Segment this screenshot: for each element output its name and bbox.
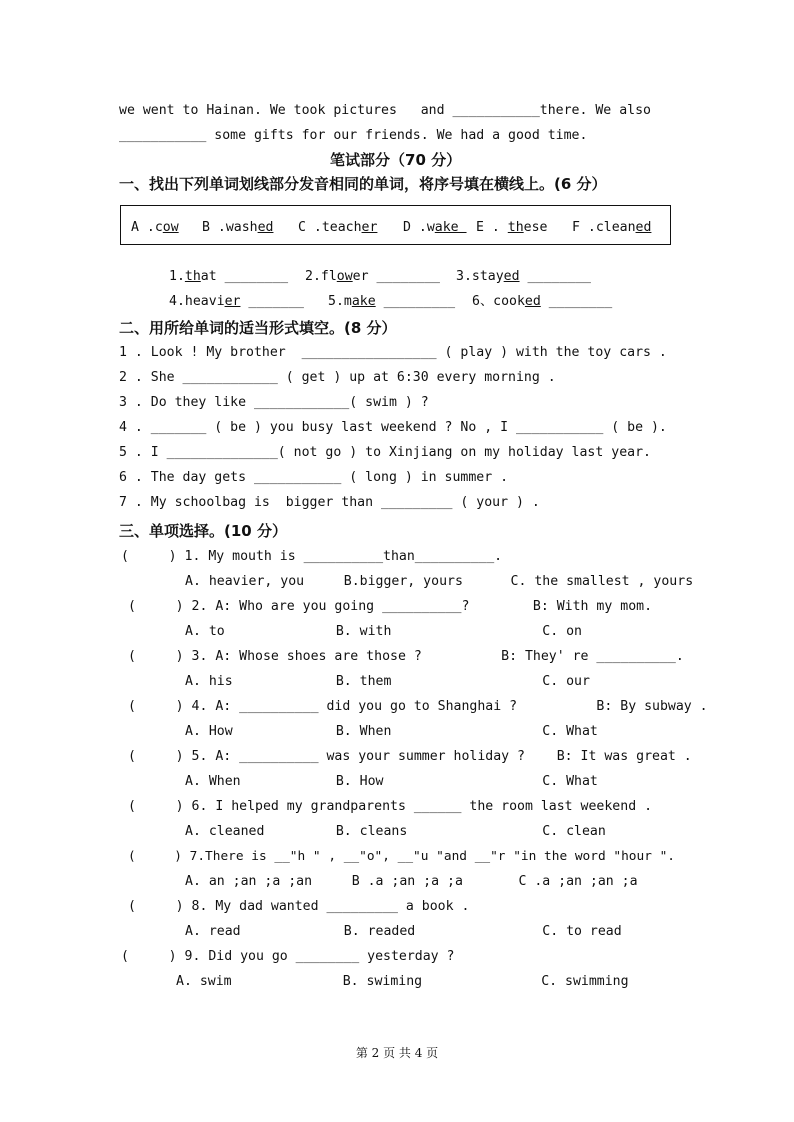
fill-blank-4: 4 . _______ ( be ) you busy last weekend ? No , I ___________ ( be ). (119, 420, 667, 435)
mc-question-2: ( ) 2. A: Who are you going __________? B: With my mom. (128, 599, 653, 614)
mc-options-9: A. swim B. swiming C. swimming (176, 974, 629, 989)
section1-title: 一、找出下列单词划线部分发音相同的单词，将序号填在横线上。(6 分） (119, 175, 607, 193)
fill-blank-7: 7 . My schoolbag is bigger than _________ ( your ) . (119, 495, 540, 510)
mc-question-4: ( ) 4. A: __________ did you go to Shanghai ? B: By subway . (128, 699, 708, 714)
mc-options-8: A. read B. readed C. to read (185, 924, 622, 939)
box-option-c: C .teacher (298, 220, 378, 235)
box-option-d: D .wake (403, 220, 467, 235)
mc-question-3: ( ) 3. A: Whose shoes are those ? B: They' re __________. (128, 649, 684, 664)
box-option-e: E . these (476, 220, 548, 235)
mc-options-7: A. an ;an ;a ;an B .a ;an ;a ;a C .a ;an ;an ;a (185, 874, 638, 889)
page-footer: 第 2 页 共 4 页 (355, 1046, 439, 1060)
mc-options-4: A. How B. When C. What (185, 724, 598, 739)
mc-question-7: ( ) 7.There is __"h " , __"o", __"u "and __"r "in the word "hour ". (128, 849, 676, 864)
phonics-item-4: 4.heavier _______ (169, 294, 304, 309)
box-option-f: F .cleaned (572, 220, 652, 235)
fill-blank-1: 1 . Look ! My brother _________________ ( play ) with the toy cars . (119, 345, 667, 360)
phonics-item-3: 3.stayed ________ (456, 269, 591, 284)
mc-options-6: A. cleaned B. cleans C. clean (185, 824, 606, 839)
mc-question-6: ( ) 6. I helped my grandparents ______ the room last weekend . (128, 799, 653, 814)
section2-title: 二、用所给单词的适当形式填空。(8 分） (119, 319, 397, 337)
phonics-item-1: 1.that ________ (169, 269, 289, 284)
intro-line-1: we went to Hainan. We took pictures and ___________there. We also (119, 103, 651, 118)
mc-options-5: A. When B. How C. What (185, 774, 598, 789)
mc-question-5: ( ) 5. A: __________ was your summer holiday ? B: It was great . (128, 749, 692, 764)
fill-blank-2: 2 . She ____________ ( get ) up at 6:30 every morning . (119, 370, 556, 385)
box-option-a: A .cow (131, 220, 179, 235)
mc-options-1: A. heavier, you B.bigger, yours C. the smallest , yours (185, 574, 694, 589)
mc-question-8: ( ) 8. My dad wanted _________ a book . (128, 899, 470, 914)
fill-blank-5: 5 . I ______________( not go ) to Xinjiang on my holiday last year. (119, 445, 651, 460)
fill-blank-6: 6 . The day gets ___________ ( long ) in summer . (119, 470, 509, 485)
phonics-item-6: 6、cooked ________ (472, 294, 613, 309)
phonics-item-2: 2.flower ________ (305, 269, 440, 284)
mc-question-9: ( ) 9. Did you go ________ yesterday ? (121, 949, 455, 964)
phonics-item-5: 5.make _________ (328, 294, 456, 309)
mc-question-1: ( ) 1. My mouth is __________than__________. (121, 549, 503, 564)
fill-blank-3: 3 . Do they like ____________( swim ) ? (119, 395, 429, 410)
section3-title: 三、单项选择。(10 分） (119, 522, 287, 540)
written-part-title: 笔试部分（70 分） (330, 151, 462, 169)
mc-options-2: A. to B. with C. on (185, 624, 582, 639)
mc-options-3: A. his B. them C. our (185, 674, 590, 689)
intro-line-2: ___________ some gifts for our friends. We had a good time. (119, 128, 588, 143)
box-option-b: B .washed (202, 220, 274, 235)
